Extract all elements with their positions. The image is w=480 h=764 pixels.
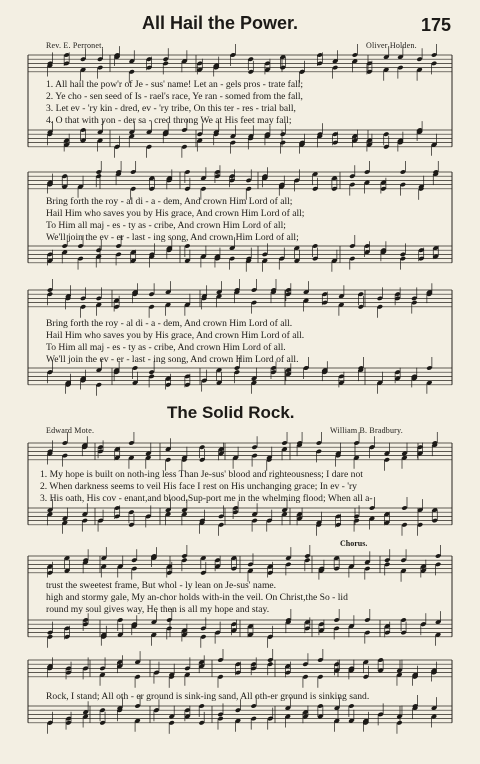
lyric-line: 4. O that with yon - der sa - cred throng We at His feet may fall;: [46, 115, 292, 126]
lyric-line: We'll join the ev - er - last - ing song, And crown Him Lord of all;: [46, 232, 299, 243]
words-credit: Edward Mote.: [46, 426, 95, 435]
lyric-line: To Him all maj - es - ty as - cribe, And crown Him Lord of all;: [46, 220, 286, 231]
lyric-line: 3. His oath, His cov - enant,and blood,Sup-port me in the whelming flood; When all a-: [40, 493, 373, 504]
chorus-line: Rock, I stand; All oth - er ground is sink-ing sand, All oth-er ground is sinking sand.: [46, 691, 370, 702]
lyric-line: Hail Him who saves you by His grace, And crown Him Lord of all.: [46, 330, 305, 341]
lyric-line: To Him all maj - es - ty as - cribe, And crown Him Lord of all.: [46, 342, 286, 353]
music-credit: William B. Bradbury.: [330, 426, 403, 435]
lyric-line: high and stormy gale, My an-chor holds with-in the veil. On Christ,the So - lid: [46, 592, 348, 603]
hymn-number: 175: [421, 15, 452, 35]
lyric-line: round my soul gives way, He then is all my hope and stay.: [46, 604, 270, 615]
hymn-title: The Solid Rock.: [167, 403, 295, 422]
words-credit: Rev. E. Perronet.: [46, 41, 104, 50]
lyric-line: 2. Ye cho - sen seed of Is - rael's race, Ye ran - somed from the fall,: [46, 91, 303, 102]
lyric-line: 1. All hail the pow'r of Je - sus' name! Let an - gels pros - trate fall;: [46, 79, 304, 90]
lyric-line: Bring forth the roy - al di - a - dem, And crown Him Lord of all;: [46, 196, 293, 207]
lyric-line: Hail Him who saves you by His grace, And crown Him Lord of all;: [46, 208, 305, 219]
chorus-label: Chorus.: [340, 539, 368, 548]
lyric-line: Bring forth the roy - al di - a - dem, And crown Him Lord of all.: [46, 318, 293, 329]
lyric-line: 3. Let ev - 'ry kin - dred, ev - 'ry tribe, On this ter - res - trial ball,: [46, 103, 296, 114]
lyric-line: 1. My hope is built on noth-ing less Than Je-sus' blood and righteousness; I dare not: [40, 469, 363, 480]
music-credit: Oliver Holden.: [366, 41, 417, 50]
lyric-line: 2. When darkness seems to veil His face I rest on His unchanging grace; In ev - 'ry: [40, 481, 357, 492]
lyric-line: trust the sweetest frame, But whol - ly lean on Je-sus' name.: [46, 580, 277, 591]
hymn-title: All Hail the Power.: [142, 13, 299, 33]
lyric-line: We'll join the ev - er - last - ing song, And crown Him Lord of all.: [46, 354, 299, 365]
